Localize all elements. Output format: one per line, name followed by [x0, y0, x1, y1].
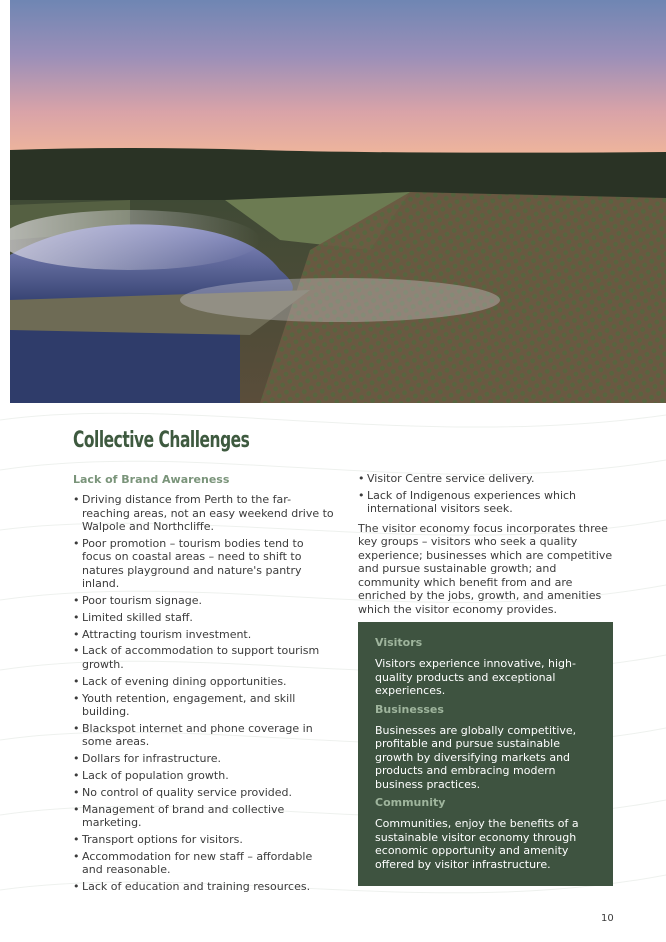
list-item: • Lack of population growth. — [73, 769, 335, 783]
page-title: Collective Challenges — [73, 428, 250, 453]
list-item: • Lack of Indigenous experiences which international visitors seek. — [358, 489, 614, 516]
list-item: • Lack of evening dining opportunities. — [73, 675, 335, 689]
list-item: • Poor promotion – tourism bodies tend to focus on coastal areas – need to shift to natures playground and nature's pantry inland. — [73, 537, 335, 591]
list-item: • Blackspot internet and phone coverage in some areas. — [73, 722, 335, 749]
section-heading-brand-awareness: Lack of Brand Awareness — [73, 473, 230, 486]
list-item: • Transport options for visitors. — [73, 833, 335, 847]
right-column — [358, 472, 614, 616]
list-item: • Lack of accommodation to support tourism growth. — [73, 644, 335, 671]
hero-landscape-photo — [10, 0, 666, 403]
list-item: • Management of brand and collective marketing. — [73, 803, 335, 830]
businesses-text: Businesses are globally competitive, profitable and pursue sustainable growth by diversifying markets and products and embracing modern business practices. — [375, 723, 577, 791]
list-item: • Limited skilled staff. — [73, 611, 335, 625]
businesses-heading: Businesses — [375, 702, 444, 716]
list-item: • Accommodation for new staff – affordable and reasonable. — [73, 850, 335, 877]
list-item: • Poor tourism signage. — [73, 594, 335, 608]
list-item: • Lack of education and training resources. — [73, 880, 335, 894]
visitor-economy-paragraph: The visitor economy focus incorporates three key groups – visitors who seek a quality experience; businesses which are competitive and pursue sustainable growth; and community which benefit from and are enriched by the jobs, growth, and amenities which the visitor economy provides. — [358, 521, 613, 616]
community-heading: Community — [375, 796, 446, 809]
list-item: • Dollars for infrastructure. — [73, 752, 335, 766]
visitors-text: Visitors experience innovative, high-quality products and exceptional experiences. — [375, 657, 576, 697]
page-number: 10 — [601, 913, 614, 924]
list-item: • Youth retention, engagement, and skill building. — [73, 692, 335, 719]
challenges-list — [73, 493, 335, 893]
list-item: • Attracting tourism investment. — [73, 628, 335, 642]
community-text: Communities, enjoy the benefits of a sustainable visitor economy through economic opportunity and amenity offered by visitor infrastructure. — [375, 817, 579, 871]
challenges-list-continued — [358, 472, 614, 516]
visitor-economy-groups-box — [358, 622, 613, 886]
list-item: • Driving distance from Perth to the far-reaching areas, not an easy weekend drive to Walpole and Northcliffe. — [73, 493, 335, 534]
list-item: • Visitor Centre service delivery. — [358, 472, 614, 486]
list-item: • No control of quality service provided. — [73, 786, 335, 800]
challenges-column — [73, 473, 335, 897]
visitors-heading: Visitors — [375, 636, 423, 649]
